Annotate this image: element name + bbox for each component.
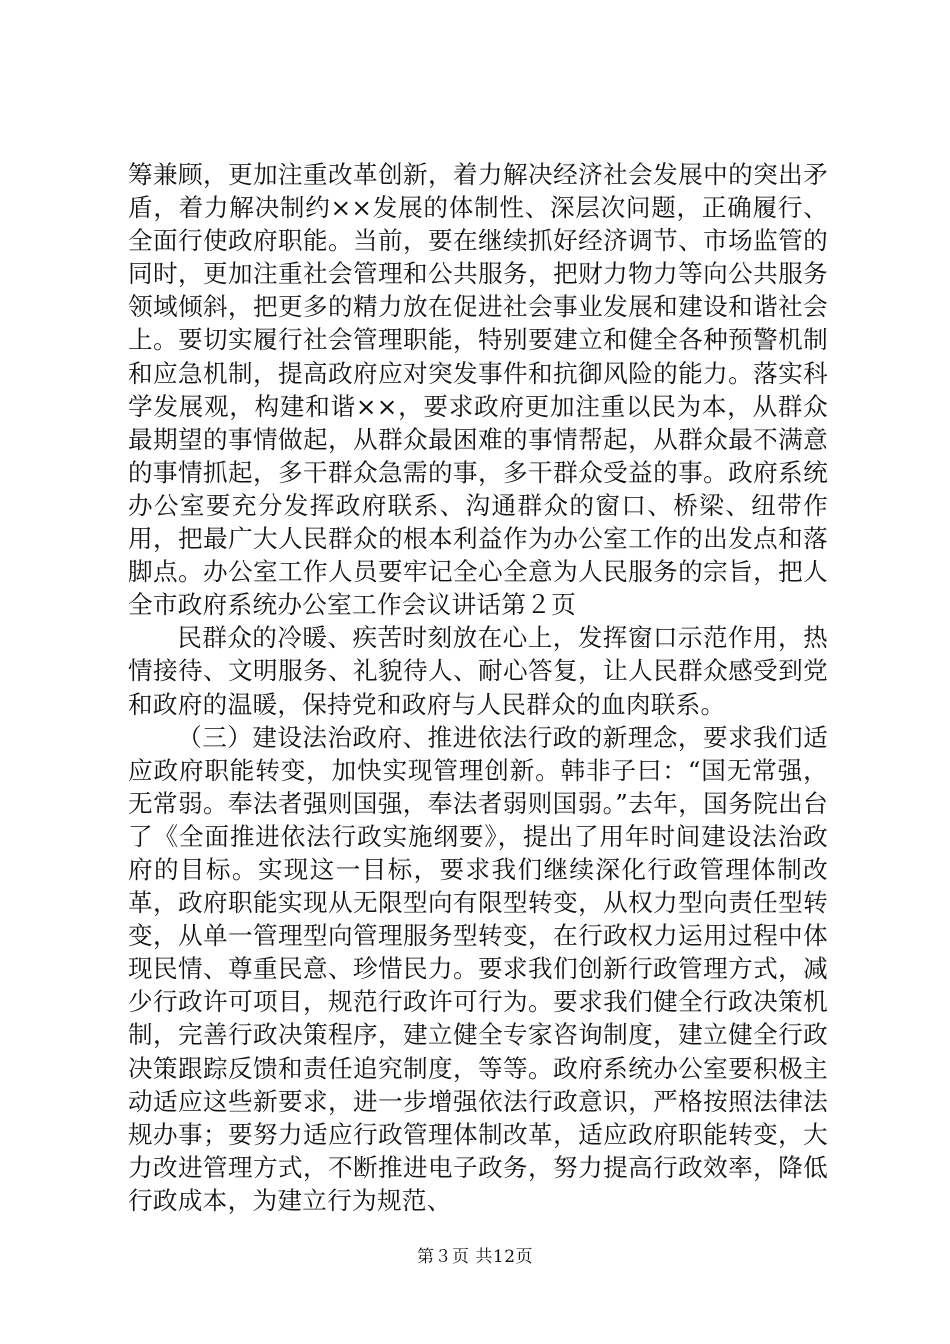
page-footer: 第３页 共12页 [416,1247,534,1267]
paragraph-2: 民群众的冷暖、疾苦时刻放在心上，发挥窗口示范作用，热情接待、文明服务、礼貌待人、耐心答复，让人民群众感受到党和政府的温暖，保持党和政府与人民群众的血肉联系。 [128,623,828,719]
paragraph-3: （三）建设法治政府、推进依法行政的新理念，要求我们适应政府职能转变，加快实现管理创新。韩非子曰：“国无常强，无常弱。奉法者强则国强，奉法者弱则国弱。”去年，国务院出台了《全面推进依法行政实施纲要》，提出了用年时间建设法治政府的目标。实现这一目标，要求我们继续深化行政管理体制改革，政府职能实现从无限型向有限型转变，从权力型向责任型转变，从单一管理型向管理服务型转变，在行政权力运用过程中体现民情、尊重民意、珍惜民力。要求我们创新行政管理方式，减少行政许可项目，规范行政许可行为。要求我们健全行政决策机制，完善行政决策程序，建立健全专家咨询制度，建立健全行政决策跟踪反馈和责任追究制度，等等。政府系统办公室要积极主动适应这些新要求，进一步增强依法行政意识，严格按照法律法规办事；要努力适应行政管理体制改革，适应政府职能转变，大力改进管理方式，不断推进电子政务，努力提高行政效率，降低行政成本，为建立行为规范、 [128,722,828,1215]
paragraph-1: 筹兼顾，更加注重改革创新，着力解决经济社会发展中的突出矛盾，着力解决制约××发展的体制性、深层次问题，正确履行、全面行使政府职能。当前，要在继续抓好经济调节、市场监管的同时，更加注重社会管理和公共服务，把财力物力等向公共服务领域倾斜，把更多的精力放在促进社会事业发展和建设和谐社会上。要切实履行社会管理职能，特别要建立和健全各种预警机制和应急机制，提高政府应对突发事件和抗御风险的能力。落实科学发展观，构建和谐××，要求政府更加注重以民为本，从群众最期望的事情做起，从群众最困难的事情帮起，从群众最不满意的事情抓起，多干群众急需的事，多干群众受益的事。政府系统办公室要充分发挥政府联系、沟通群众的窗口、桥梁、纽带作用，把最广大人民群众的根本利益作为办公室工作的出发点和落脚点。办公室工作人员要牢记全心全意为人民服务的宗旨，把人全市政府系统办公室工作会议讲话第２页 [128,160,828,620]
document-body [128,158,828,1217]
